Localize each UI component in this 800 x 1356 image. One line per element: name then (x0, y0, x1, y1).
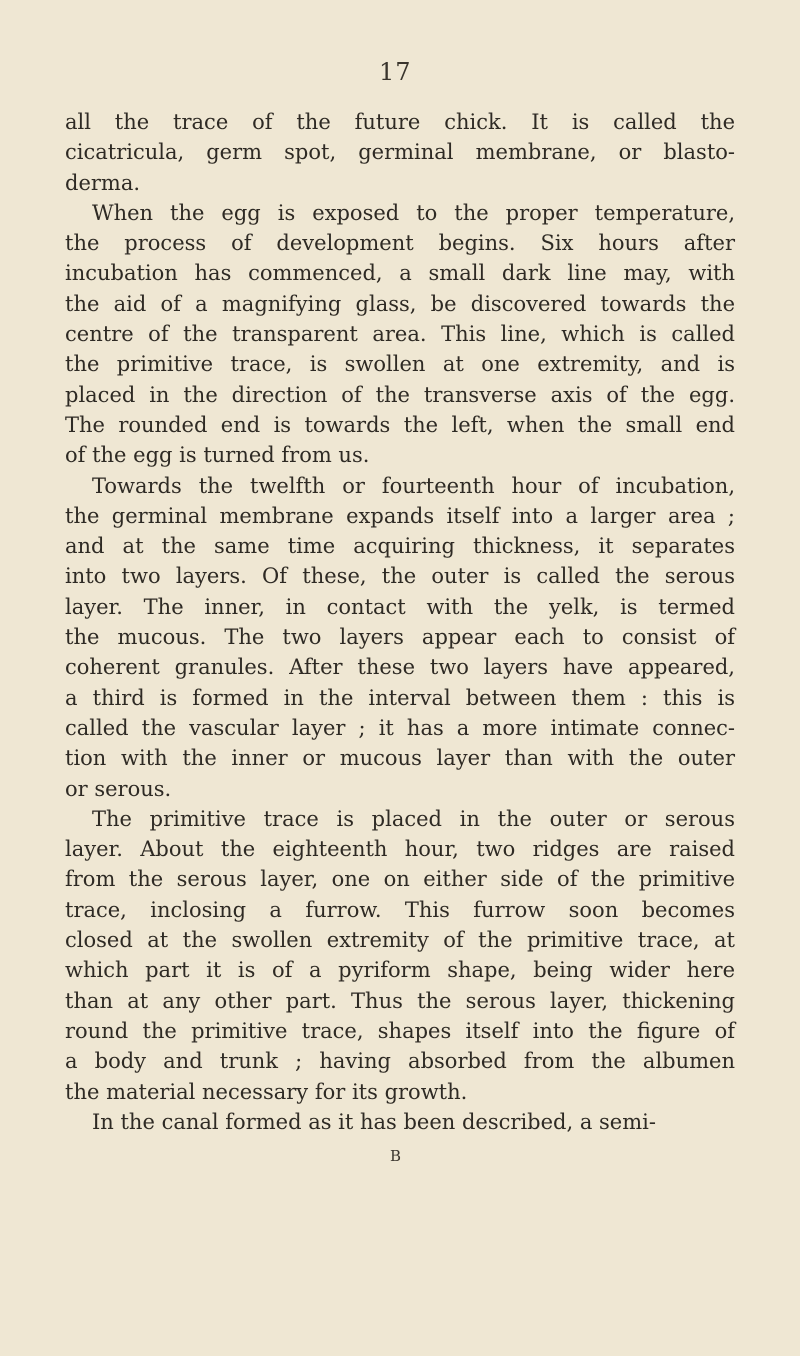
text-line: or serous. (65, 776, 172, 801)
text-line: a body and trunk ; having absorbed from the albumen (65, 1049, 735, 1074)
text-line: which part it is of a pyriform shape, being wider here (65, 958, 735, 983)
text-line: derma. (65, 170, 141, 195)
text-line: placed in the direction of the transverse axis of the egg. (65, 382, 735, 407)
text-line: the primitive trace, is swollen at one extremity, and is (65, 352, 735, 377)
text-line: The primitive trace is placed in the outer or serous (92, 806, 735, 831)
text-line: layer. The inner, in contact with the yelk, is termed (65, 594, 735, 619)
text-line: into two layers. Of these, the outer is called the serous (65, 564, 735, 589)
text-line: and at the same time acquiring thickness, it separates (65, 534, 735, 559)
body-text (65, 107, 735, 1137)
text-line: a third is formed in the interval between them : this is (65, 685, 735, 710)
text-line: the material necessary for its growth. (65, 1079, 468, 1104)
text-line: called the vascular layer ; it has a more intimate connec- (65, 715, 735, 740)
text-line: from the serous layer, one on either side of the primitive (65, 867, 735, 892)
text-line: centre of the transparent area. This line, which is called (65, 322, 735, 347)
text-line: all the trace of the future chick. It is called the (65, 110, 735, 134)
text-line: trace, inclosing a furrow. This furrow soon becomes (65, 897, 735, 922)
text-line: of the egg is turned from us. (65, 443, 370, 468)
text-line: tion with the inner or mucous layer than with the outer (65, 746, 735, 771)
text-line: The rounded end is towards the left, when the small end (65, 412, 735, 437)
signature-mark: B (390, 1147, 402, 1166)
text-line: the aid of a magnifying glass, be discovered towards the (65, 291, 735, 316)
text-line: cicatricula, germ spot, germinal membrane, or blasto- (65, 140, 735, 165)
text-line: than at any other part. Thus the serous layer, thickening (65, 988, 735, 1013)
page-number: 17 (379, 58, 412, 86)
text-line: Towards the twelfth or fourteenth hour of incubation, (92, 473, 735, 498)
text-line: When the egg is exposed to the proper temperature, (92, 200, 735, 225)
text-line: the process of development begins. Six hours after (65, 231, 735, 256)
text-line: coherent granules. After these two layers have appeared, (65, 655, 735, 680)
text-line: layer. About the eighteenth hour, two ridges are raised (65, 837, 735, 862)
text-line: the mucous. The two layers appear each to consist of (65, 625, 735, 650)
text-line: the germinal membrane expands itself into a larger area ; (65, 503, 735, 528)
text-line: incubation has commenced, a small dark line may, with (65, 261, 735, 286)
text-line: closed at the swollen extremity of the primitive trace, at (65, 928, 735, 953)
text-line: In the canal formed as it has been described, a semi- (92, 1109, 656, 1134)
text-line: round the primitive trace, shapes itself into the figure of (65, 1018, 735, 1043)
